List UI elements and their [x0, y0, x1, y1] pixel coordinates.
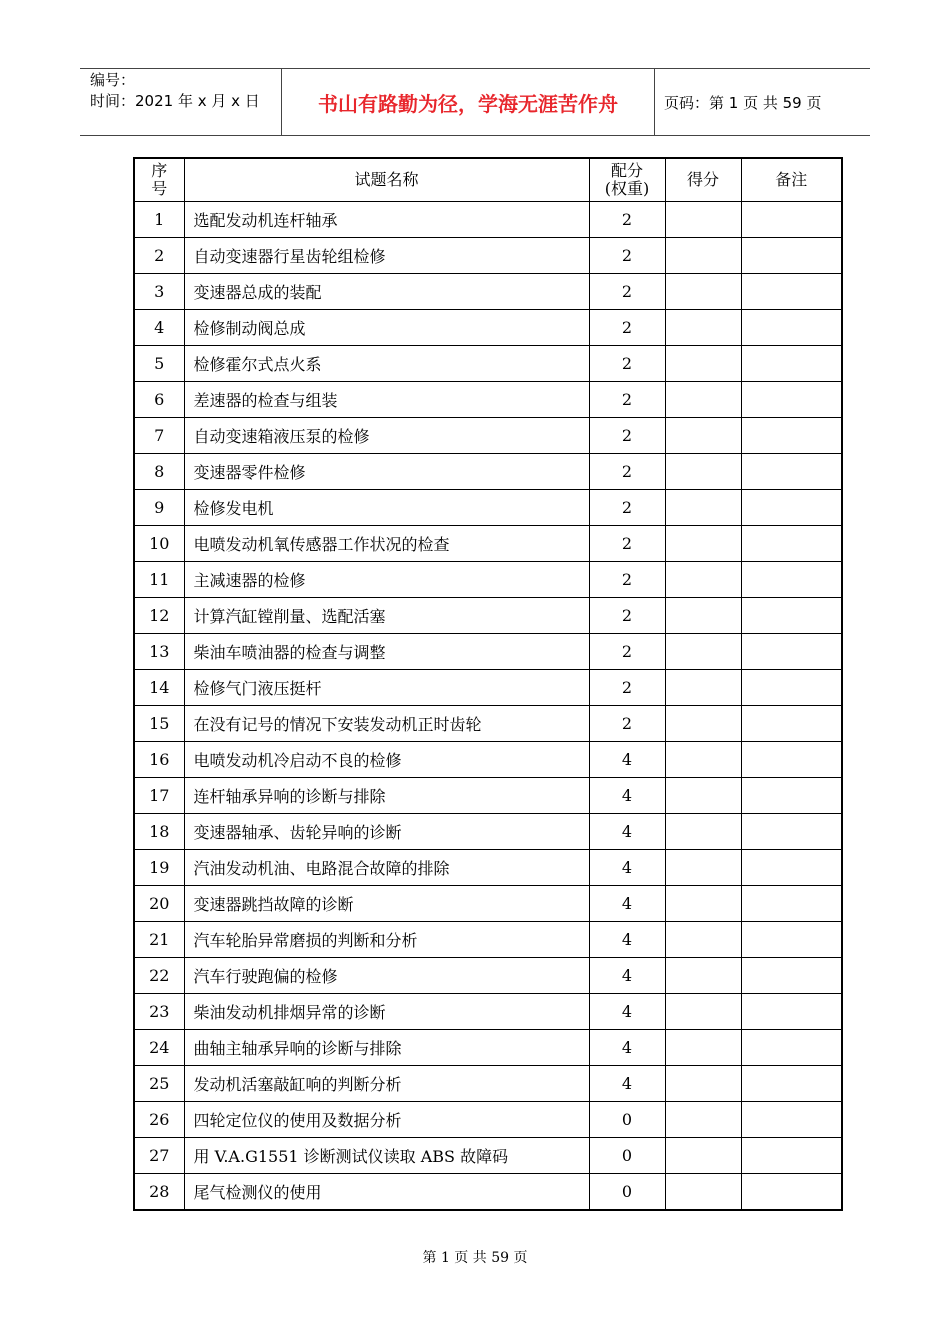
row-score-cell [665, 814, 741, 850]
row-weight: 0 [589, 1102, 665, 1138]
row-number: 5 [134, 346, 184, 382]
row-weight: 2 [589, 670, 665, 706]
table-row [134, 670, 842, 706]
row-item-name: 四轮定位仪的使用及数据分析 [184, 1102, 589, 1138]
row-item-name: 变速器零件检修 [184, 454, 589, 490]
table-row [134, 1138, 842, 1174]
col-header-score: 得分 [665, 158, 741, 202]
row-number: 1 [134, 202, 184, 238]
row-weight: 2 [589, 562, 665, 598]
row-remark-cell [741, 958, 842, 994]
row-score-cell [665, 598, 741, 634]
row-item-name: 尾气检测仪的使用 [184, 1174, 589, 1211]
row-score-cell [665, 1138, 741, 1174]
header-bottom-rule [80, 135, 870, 136]
row-item-name: 检修发电机 [184, 490, 589, 526]
table-row [134, 526, 842, 562]
row-number: 28 [134, 1174, 184, 1211]
row-score-cell [665, 202, 741, 238]
col-header-name: 试题名称 [184, 158, 589, 202]
row-number: 6 [134, 382, 184, 418]
header-page-info: 页码：第 1 页 共 59 页 [664, 94, 822, 112]
row-item-name: 柴油发动机排烟异常的诊断 [184, 994, 589, 1030]
row-remark-cell [741, 1174, 842, 1211]
row-item-name: 连杆轴承异响的诊断与排除 [184, 778, 589, 814]
row-remark-cell [741, 814, 842, 850]
row-item-name: 变速器总成的装配 [184, 274, 589, 310]
row-remark-cell [741, 526, 842, 562]
row-weight: 4 [589, 778, 665, 814]
row-remark-cell [741, 382, 842, 418]
row-weight: 2 [589, 418, 665, 454]
row-weight: 2 [589, 238, 665, 274]
row-item-name: 曲轴主轴承异响的诊断与排除 [184, 1030, 589, 1066]
row-number: 25 [134, 1066, 184, 1102]
header-top-rule [80, 68, 870, 69]
row-remark-cell [741, 418, 842, 454]
row-remark-cell [741, 1030, 842, 1066]
table-row [134, 958, 842, 994]
table-row [134, 562, 842, 598]
row-weight: 0 [589, 1138, 665, 1174]
table-row [134, 418, 842, 454]
table-row [134, 274, 842, 310]
table-row [134, 1030, 842, 1066]
row-score-cell [665, 958, 741, 994]
row-item-name: 自动变速器行星齿轮组检修 [184, 238, 589, 274]
row-number: 20 [134, 886, 184, 922]
table-row [134, 238, 842, 274]
col-header-seq-line1: 序 [151, 161, 168, 180]
row-number: 18 [134, 814, 184, 850]
row-weight: 2 [589, 274, 665, 310]
row-score-cell [665, 742, 741, 778]
row-item-name: 检修制动阀总成 [184, 310, 589, 346]
row-number: 9 [134, 490, 184, 526]
row-number: 23 [134, 994, 184, 1030]
col-header-weight [589, 158, 665, 202]
row-number: 19 [134, 850, 184, 886]
row-score-cell [665, 310, 741, 346]
row-item-name: 汽车行驶跑偏的检修 [184, 958, 589, 994]
row-item-name: 汽车轮胎异常磨损的判断和分析 [184, 922, 589, 958]
row-weight: 4 [589, 814, 665, 850]
row-remark-cell [741, 778, 842, 814]
row-number: 24 [134, 1030, 184, 1066]
row-number: 14 [134, 670, 184, 706]
row-score-cell [665, 670, 741, 706]
row-weight: 2 [589, 310, 665, 346]
table-header-row [134, 158, 842, 202]
row-remark-cell [741, 706, 842, 742]
table-row [134, 706, 842, 742]
row-score-cell [665, 418, 741, 454]
row-number: 8 [134, 454, 184, 490]
col-header-seq [134, 158, 184, 202]
row-item-name: 电喷发动机冷启动不良的检修 [184, 742, 589, 778]
row-remark-cell [741, 202, 842, 238]
row-number: 16 [134, 742, 184, 778]
row-remark-cell [741, 1102, 842, 1138]
row-score-cell [665, 274, 741, 310]
row-score-cell [665, 1174, 741, 1211]
row-number: 17 [134, 778, 184, 814]
row-weight: 2 [589, 634, 665, 670]
row-remark-cell [741, 310, 842, 346]
row-item-name: 差速器的检查与组装 [184, 382, 589, 418]
row-weight: 2 [589, 598, 665, 634]
row-score-cell [665, 562, 741, 598]
table-row [134, 1174, 842, 1211]
row-weight: 0 [589, 1174, 665, 1211]
row-remark-cell [741, 742, 842, 778]
row-number: 7 [134, 418, 184, 454]
row-remark-cell [741, 1066, 842, 1102]
row-score-cell [665, 634, 741, 670]
table-row [134, 382, 842, 418]
row-score-cell [665, 922, 741, 958]
row-remark-cell [741, 922, 842, 958]
table-row [134, 634, 842, 670]
row-item-name: 用 V.A.G1551 诊断测试仪读取 ABS 故障码 [184, 1138, 589, 1174]
table-row [134, 346, 842, 382]
row-remark-cell [741, 346, 842, 382]
table-row [134, 310, 842, 346]
row-remark-cell [741, 850, 842, 886]
row-item-name: 主减速器的检修 [184, 562, 589, 598]
row-item-name: 变速器轴承、齿轮异响的诊断 [184, 814, 589, 850]
col-header-weight-line1: 配分 [610, 161, 643, 180]
row-score-cell [665, 850, 741, 886]
row-number: 4 [134, 310, 184, 346]
row-item-name: 计算汽缸镗削量、选配活塞 [184, 598, 589, 634]
row-number: 15 [134, 706, 184, 742]
row-number: 11 [134, 562, 184, 598]
row-number: 13 [134, 634, 184, 670]
row-weight: 2 [589, 454, 665, 490]
row-remark-cell [741, 490, 842, 526]
table-row [134, 850, 842, 886]
row-remark-cell [741, 886, 842, 922]
row-weight: 2 [589, 706, 665, 742]
row-score-cell [665, 1102, 741, 1138]
col-header-remark: 备注 [741, 158, 842, 202]
row-number: 22 [134, 958, 184, 994]
table-row [134, 454, 842, 490]
row-item-name: 变速器跳挡故障的诊断 [184, 886, 589, 922]
row-score-cell [665, 778, 741, 814]
table-row [134, 994, 842, 1030]
row-number: 26 [134, 1102, 184, 1138]
table-row [134, 490, 842, 526]
row-number: 12 [134, 598, 184, 634]
row-item-name: 在没有记号的情况下安装发动机正时齿轮 [184, 706, 589, 742]
row-item-name: 自动变速箱液压泵的检修 [184, 418, 589, 454]
table-row [134, 922, 842, 958]
row-score-cell [665, 1066, 741, 1102]
row-remark-cell [741, 634, 842, 670]
row-remark-cell [741, 598, 842, 634]
table-row [134, 778, 842, 814]
row-remark-cell [741, 994, 842, 1030]
table-row [134, 202, 842, 238]
row-item-name: 检修气门液压挺杆 [184, 670, 589, 706]
row-score-cell [665, 1030, 741, 1066]
row-weight: 2 [589, 382, 665, 418]
row-number: 2 [134, 238, 184, 274]
row-item-name: 发动机活塞敲缸响的判断分析 [184, 1066, 589, 1102]
row-remark-cell [741, 670, 842, 706]
header-motto: 书山有路勤为径，学海无涯苦作舟 [318, 92, 618, 116]
header-meta [90, 70, 260, 112]
table-row [134, 742, 842, 778]
row-score-cell [665, 526, 741, 562]
row-weight: 2 [589, 490, 665, 526]
row-weight: 4 [589, 958, 665, 994]
table-row [134, 1066, 842, 1102]
row-remark-cell [741, 274, 842, 310]
row-weight: 4 [589, 742, 665, 778]
row-item-name: 汽油发动机油、电路混合故障的排除 [184, 850, 589, 886]
row-number: 3 [134, 274, 184, 310]
header-divider-right [654, 68, 655, 136]
row-weight: 2 [589, 526, 665, 562]
table-row [134, 814, 842, 850]
row-number: 10 [134, 526, 184, 562]
table-row [134, 886, 842, 922]
row-score-cell [665, 706, 741, 742]
row-score-cell [665, 886, 741, 922]
row-weight: 4 [589, 850, 665, 886]
row-item-name: 柴油车喷油器的检查与调整 [184, 634, 589, 670]
table-row [134, 598, 842, 634]
time-label: 时间：2021 年 x 月 x 日 [90, 92, 260, 110]
row-item-name: 检修霍尔式点火系 [184, 346, 589, 382]
row-number: 21 [134, 922, 184, 958]
table-row [134, 1102, 842, 1138]
col-header-weight-line2: (权重) [604, 179, 650, 198]
row-number: 27 [134, 1138, 184, 1174]
row-weight: 2 [589, 202, 665, 238]
row-item-name: 电喷发动机氧传感器工作状况的检查 [184, 526, 589, 562]
row-score-cell [665, 382, 741, 418]
row-score-cell [665, 994, 741, 1030]
row-weight: 4 [589, 1066, 665, 1102]
row-weight: 4 [589, 1030, 665, 1066]
row-weight: 4 [589, 994, 665, 1030]
col-header-seq-line2: 号 [151, 179, 168, 198]
row-remark-cell [741, 238, 842, 274]
row-score-cell [665, 490, 741, 526]
row-remark-cell [741, 454, 842, 490]
row-remark-cell [741, 1138, 842, 1174]
row-weight: 2 [589, 346, 665, 382]
page-footer: 第 1 页 共 59 页 [422, 1250, 528, 1266]
exam-items-table [133, 157, 843, 1211]
row-score-cell [665, 346, 741, 382]
row-score-cell [665, 454, 741, 490]
row-remark-cell [741, 562, 842, 598]
row-score-cell [665, 238, 741, 274]
row-weight: 4 [589, 886, 665, 922]
serial-label: 编号： [90, 71, 136, 89]
row-weight: 4 [589, 922, 665, 958]
row-item-name: 选配发动机连杆轴承 [184, 202, 589, 238]
